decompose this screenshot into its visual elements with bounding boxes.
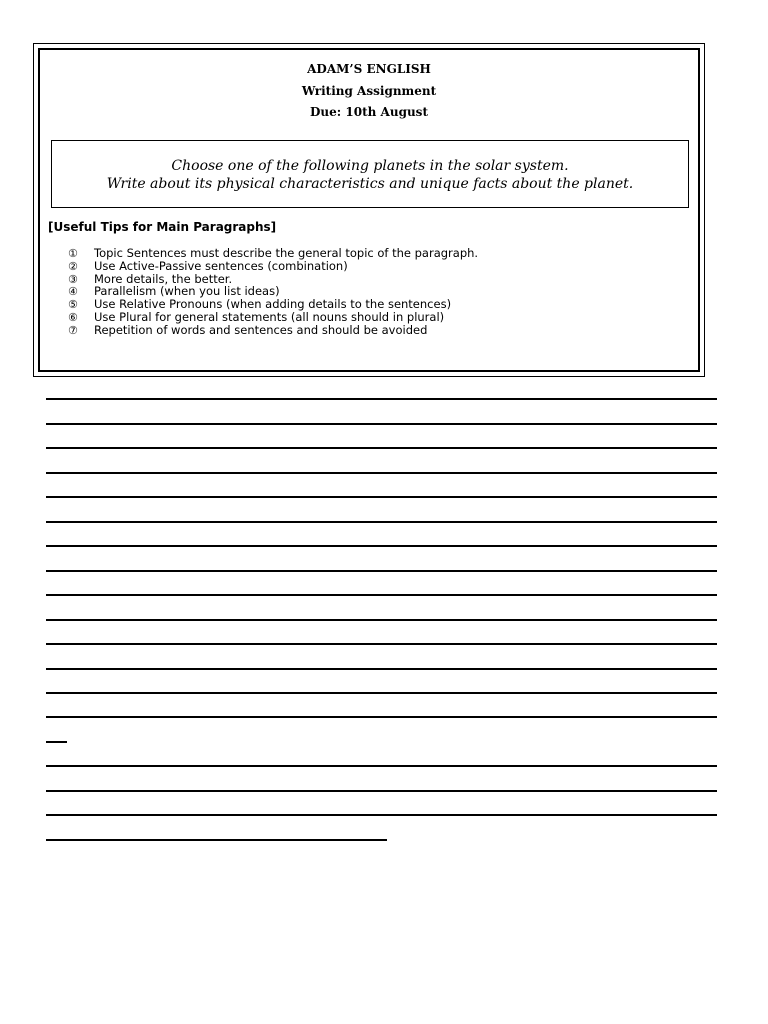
writing-line[interactable] bbox=[46, 716, 717, 718]
tip-text: Use Plural for general statements (all nouns should in plural) bbox=[94, 309, 445, 324]
writing-line-short[interactable] bbox=[46, 741, 67, 743]
tip-text: Parallelism (when you list ideas) bbox=[94, 284, 280, 299]
writing-line[interactable] bbox=[46, 594, 717, 596]
tip-number: ④ bbox=[68, 285, 78, 299]
tip-number: ⑤ bbox=[68, 298, 78, 312]
writing-line[interactable] bbox=[46, 814, 717, 816]
writing-line[interactable] bbox=[46, 398, 717, 400]
prompt-box bbox=[51, 140, 689, 208]
tip-number: ⑦ bbox=[68, 323, 78, 337]
tip-text: More details, the better. bbox=[94, 271, 233, 286]
tip-text: Use Active-Passive sentences (combination) bbox=[94, 258, 348, 273]
writing-line[interactable] bbox=[46, 521, 717, 523]
tip-number: ⑥ bbox=[68, 310, 78, 324]
writing-line[interactable] bbox=[46, 496, 717, 498]
tip-number: ③ bbox=[68, 272, 78, 286]
writing-line-partial[interactable] bbox=[46, 839, 387, 841]
assignment-title: Writing Assignment bbox=[301, 84, 437, 98]
writing-line[interactable] bbox=[46, 765, 717, 767]
writing-line[interactable] bbox=[46, 423, 717, 425]
writing-line[interactable] bbox=[46, 692, 717, 694]
writing-line[interactable] bbox=[46, 545, 717, 547]
writing-line[interactable] bbox=[46, 472, 717, 474]
tip-text: Repetition of words and sentences and should be avoided bbox=[94, 322, 428, 337]
writing-line[interactable] bbox=[46, 447, 717, 449]
tips-list bbox=[68, 247, 478, 337]
tip-text: Topic Sentences must describe the general topic of the paragraph. bbox=[94, 246, 479, 260]
prompt-line-1: Choose one of the following planets in the solar system. bbox=[171, 158, 569, 174]
tip-number: ① bbox=[68, 247, 78, 260]
writing-line[interactable] bbox=[46, 619, 717, 621]
tip-number: ② bbox=[68, 259, 78, 273]
prompt-line-2: Write about its physical characteristics and unique facts about the planet. bbox=[106, 176, 634, 192]
tips-heading: [Useful Tips for Main Paragraphs] bbox=[48, 220, 277, 234]
writing-line[interactable] bbox=[46, 668, 717, 670]
tip-item bbox=[68, 324, 478, 337]
tip-text: Use Relative Pronouns (when adding details to the sentences) bbox=[94, 297, 452, 312]
school-title: ADAM’S ENGLISH bbox=[307, 62, 431, 76]
writing-line[interactable] bbox=[46, 643, 717, 645]
writing-line[interactable] bbox=[46, 790, 717, 792]
due-date: Due: 10th August bbox=[310, 105, 428, 119]
writing-line[interactable] bbox=[46, 570, 717, 572]
